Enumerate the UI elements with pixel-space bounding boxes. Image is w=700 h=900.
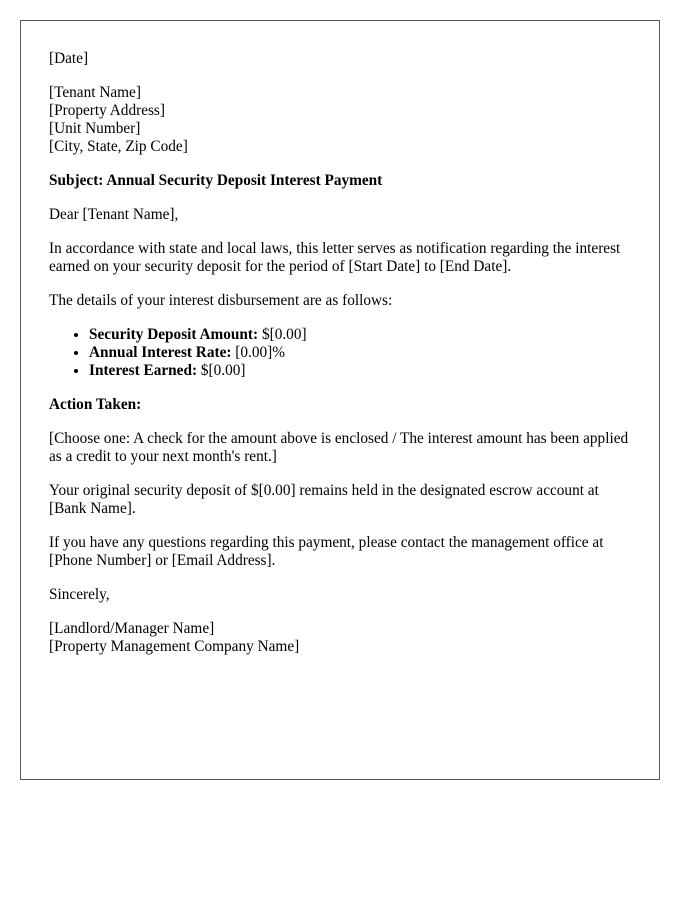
letter-date: [Date] <box>49 50 89 67</box>
detail-item-interest-rate <box>89 344 631 362</box>
recipient-property-address: [Property Address] <box>49 102 165 119</box>
disbursement-details-list <box>49 326 631 380</box>
signature-name: [Landlord/Manager Name] <box>49 620 215 637</box>
letter-salutation: Dear [Tenant Name], <box>49 206 179 223</box>
recipient-name: [Tenant Name] <box>49 84 141 101</box>
letter-subject: Subject: Annual Security Deposit Interest Payment <box>49 172 383 189</box>
detail-label: Interest Earned: <box>89 362 198 379</box>
letter-page <box>20 20 660 780</box>
signature-company: [Property Management Company Name] <box>49 638 300 655</box>
detail-label: Security Deposit Amount: <box>89 326 259 343</box>
escrow-paragraph: Your original security deposit of $[0.00] remains held in the designated escrow account at [Bank Name]. <box>49 482 599 517</box>
detail-value: $[0.00] <box>258 326 307 343</box>
detail-value: [0.00]% <box>231 344 286 361</box>
contact-paragraph: If you have any questions regarding this payment, please contact the management office at [Phone Number] or [Email Address]. <box>49 534 604 569</box>
action-paragraph: [Choose one: A check for the amount above is enclosed / The interest amount has been applied as a credit to your next month's rent.] <box>49 430 629 465</box>
recipient-address-block <box>49 84 631 156</box>
action-heading: Action Taken: <box>49 396 142 413</box>
recipient-unit-number: [Unit Number] <box>49 120 141 137</box>
recipient-city-state-zip: [City, State, Zip Code] <box>49 138 188 155</box>
signature-block <box>49 620 631 656</box>
detail-label: Annual Interest Rate: <box>89 344 232 361</box>
detail-value: $[0.00] <box>197 362 246 379</box>
letter-closing: Sincerely, <box>49 586 110 603</box>
detail-item-interest-earned <box>89 362 631 380</box>
details-intro-paragraph: The details of your interest disbursement are as follows: <box>49 292 393 309</box>
intro-paragraph: In accordance with state and local laws, this letter serves as notification regarding the interest earned on your security deposit for the period of [Start Date] to [End Date]. <box>49 240 621 275</box>
detail-item-deposit-amount <box>89 326 631 344</box>
